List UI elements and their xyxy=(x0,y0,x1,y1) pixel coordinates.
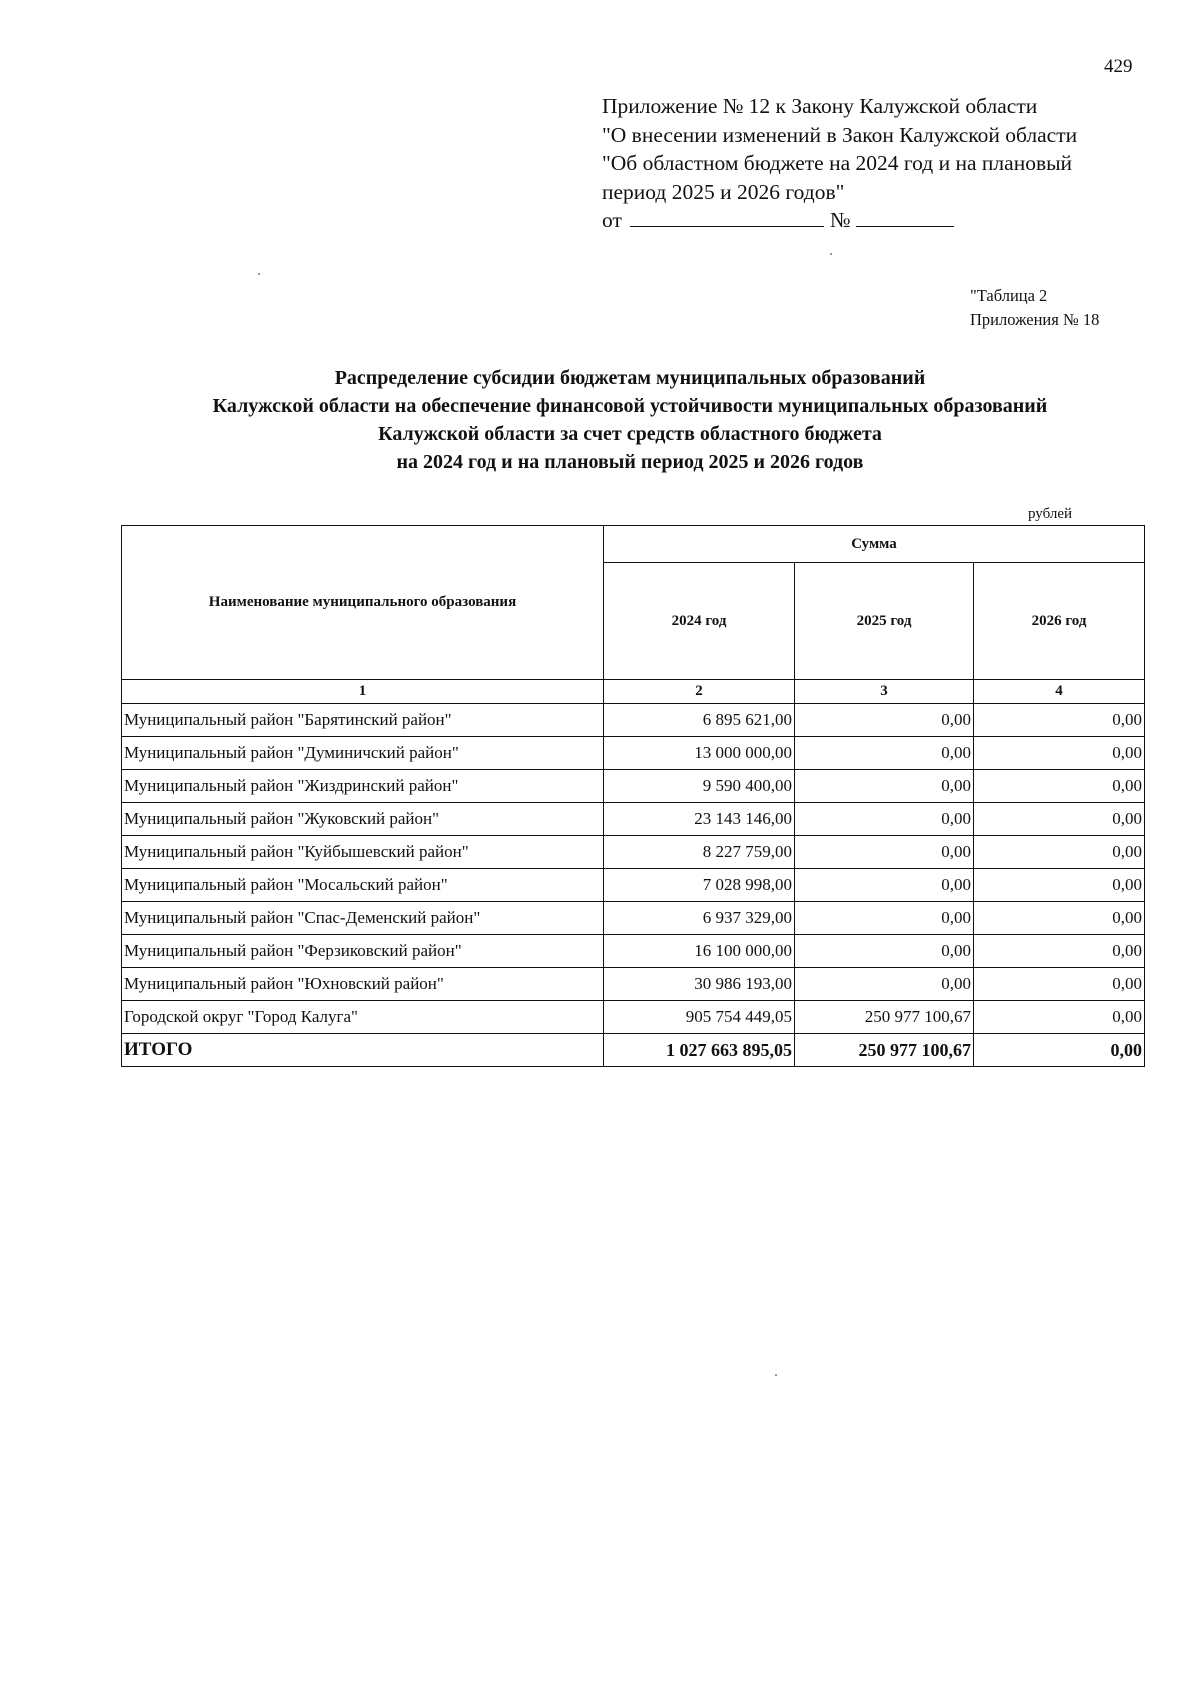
row-value-2025: 0,00 xyxy=(795,704,974,737)
row-name: Муниципальный район "Жуковский район" xyxy=(122,803,604,836)
table-row xyxy=(122,1001,1145,1034)
date-blank xyxy=(630,206,824,227)
row-value-2024: 13 000 000,00 xyxy=(604,737,795,770)
document-title xyxy=(0,364,1200,476)
scan-speck xyxy=(775,1374,777,1376)
row-value-2024: 23 143 146,00 xyxy=(604,803,795,836)
header-year-2025: 2025 год xyxy=(795,563,974,680)
appendix-header-line: период 2025 и 2026 годов" xyxy=(602,179,845,204)
row-value-2024: 8 227 759,00 xyxy=(604,836,795,869)
row-value-2026: 0,00 xyxy=(974,869,1145,902)
row-value-2026: 0,00 xyxy=(974,803,1145,836)
number-label: № xyxy=(829,208,851,232)
table-row xyxy=(122,902,1145,935)
row-name: Муниципальный район "Барятинский район" xyxy=(122,704,604,737)
row-name: Муниципальный район "Куйбышевский район" xyxy=(122,836,604,869)
row-value-2026: 0,00 xyxy=(974,935,1145,968)
row-value-2025: 0,00 xyxy=(795,737,974,770)
row-name: Муниципальный район "Спас-Деменский район" xyxy=(122,902,604,935)
document-title-line: Распределение субсидии бюджетам муниципальных образований xyxy=(334,367,926,389)
row-value-2025: 0,00 xyxy=(795,803,974,836)
total-value-2026: 0,00 xyxy=(974,1034,1145,1067)
row-value-2024: 30 986 193,00 xyxy=(604,968,795,1001)
subsidy-table xyxy=(121,525,1145,1067)
row-value-2024: 905 754 449,05 xyxy=(604,1001,795,1034)
table-row xyxy=(122,803,1145,836)
row-value-2026: 0,00 xyxy=(974,770,1145,803)
row-value-2025: 0,00 xyxy=(795,968,974,1001)
date-label: от xyxy=(602,208,622,232)
row-value-2026: 0,00 xyxy=(974,902,1145,935)
row-value-2024: 7 028 998,00 xyxy=(604,869,795,902)
row-value-2026: 0,00 xyxy=(974,968,1145,1001)
row-name: Муниципальный район "Думиничский район" xyxy=(122,737,604,770)
table-row xyxy=(122,770,1145,803)
header-year-2024: 2024 год xyxy=(604,563,795,680)
date-number-line xyxy=(602,206,1077,235)
row-value-2025: 0,00 xyxy=(795,902,974,935)
row-value-2025: 0,00 xyxy=(795,869,974,902)
table-row xyxy=(122,935,1145,968)
appendix-header-line: "Об областном бюджете на 2024 год и на плановый xyxy=(602,151,1073,175)
row-value-2024: 16 100 000,00 xyxy=(604,935,795,968)
row-name: Городской округ "Город Калуга" xyxy=(122,1001,604,1034)
row-value-2024: 6 937 329,00 xyxy=(604,902,795,935)
total-row xyxy=(122,1034,1145,1067)
row-value-2025: 0,00 xyxy=(795,836,974,869)
row-name: Муниципальный район "Жиздринский район" xyxy=(122,770,604,803)
document-title-line: Калужской области за счет средств областного бюджета xyxy=(378,423,882,445)
row-value-2024: 9 590 400,00 xyxy=(604,770,795,803)
scan-speck xyxy=(258,273,260,275)
row-value-2025: 0,00 xyxy=(795,935,974,968)
row-value-2025: 0,00 xyxy=(795,770,974,803)
column-number: 4 xyxy=(974,680,1145,704)
document-title-line: Калужской области на обеспечение финансовой устойчивости муниципальных образований xyxy=(212,395,1048,417)
row-value-2026: 0,00 xyxy=(974,737,1145,770)
row-value-2025: 250 977 100,67 xyxy=(795,1001,974,1034)
appendix-header-line: Приложение № 12 к Закону Калужской области xyxy=(602,94,1038,118)
header-year-2026: 2026 год xyxy=(974,563,1145,680)
row-value-2024: 6 895 621,00 xyxy=(604,704,795,737)
table-row xyxy=(122,836,1145,869)
column-number: 3 xyxy=(795,680,974,704)
row-name: Муниципальный район "Мосальский район" xyxy=(122,869,604,902)
appendix-header-line: "О внесении изменений в Закон Калужской области xyxy=(602,122,1078,147)
header-name: Наименование муниципального образования xyxy=(122,526,604,680)
document-title-line: на 2024 год и на плановый период 2025 и 2026 годов xyxy=(396,451,864,473)
page-number: 429 xyxy=(1104,56,1133,77)
table-row xyxy=(122,968,1145,1001)
row-name: Муниципальный район "Ферзиковский район" xyxy=(122,935,604,968)
units-label: рублей xyxy=(1028,506,1073,522)
table-row xyxy=(122,704,1145,737)
number-blank xyxy=(856,206,954,227)
row-value-2026: 0,00 xyxy=(974,1001,1145,1034)
row-value-2026: 0,00 xyxy=(974,836,1145,869)
scan-speck xyxy=(830,253,832,255)
table-reference-line: Приложения № 18 xyxy=(970,310,1100,329)
row-name: Муниципальный район "Юхновский район" xyxy=(122,968,604,1001)
total-value-2025: 250 977 100,67 xyxy=(795,1034,974,1067)
table-reference xyxy=(970,284,1099,332)
appendix-header xyxy=(602,92,1077,235)
total-value-2024: 1 027 663 895,05 xyxy=(604,1034,795,1067)
header-sum: Сумма xyxy=(604,526,1145,563)
total-label: ИТОГО xyxy=(122,1034,604,1067)
table-row xyxy=(122,869,1145,902)
column-number: 2 xyxy=(604,680,795,704)
table-row xyxy=(122,737,1145,770)
column-number: 1 xyxy=(122,680,604,704)
table-reference-line: "Таблица 2 xyxy=(970,286,1048,305)
row-value-2026: 0,00 xyxy=(974,704,1145,737)
